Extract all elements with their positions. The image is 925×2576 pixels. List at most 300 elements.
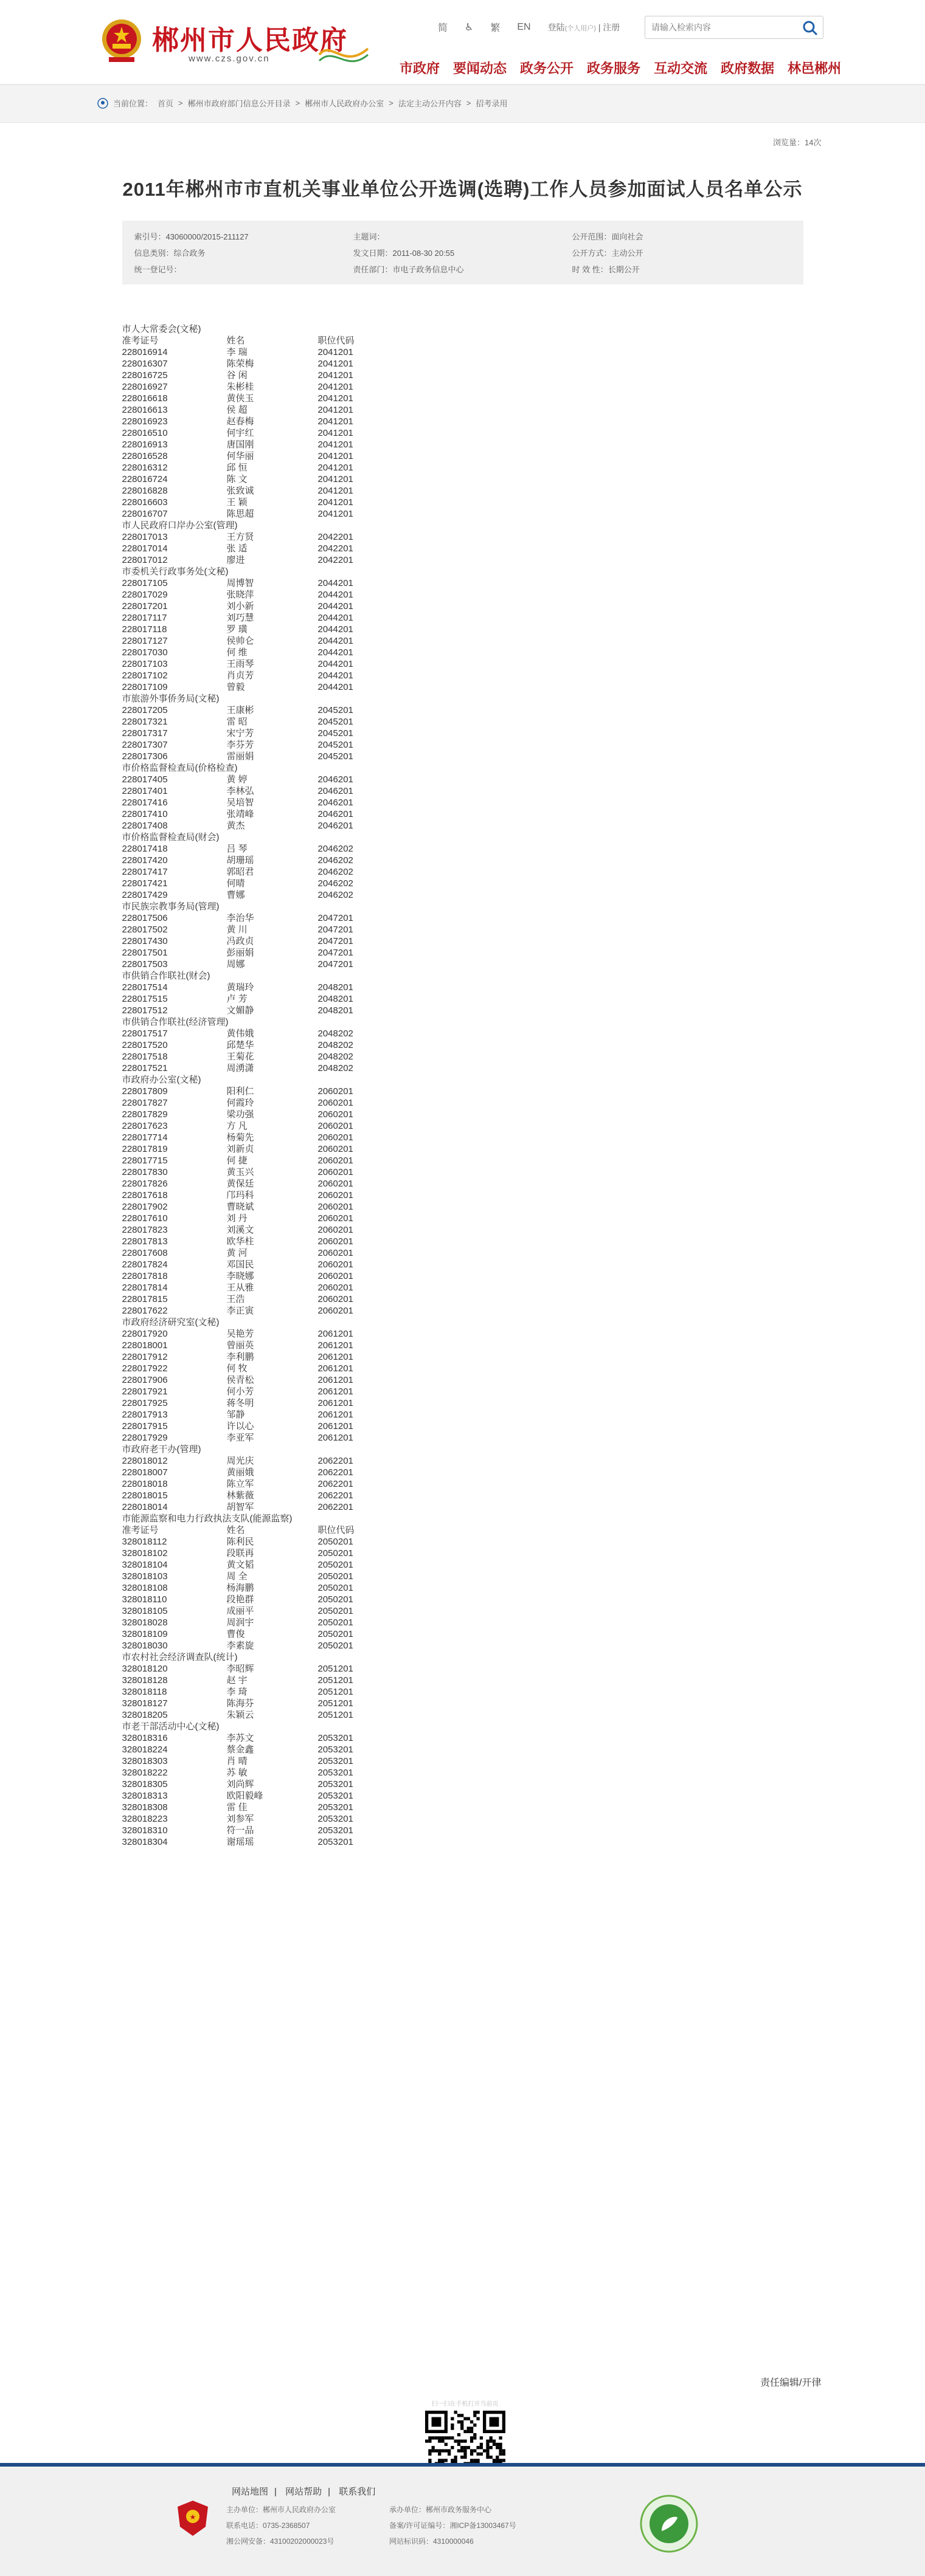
roster-row (122, 1698, 828, 1709)
nav-item-services[interactable]: 政务服务 (587, 61, 641, 76)
candidate-name: 何宇红 (226, 428, 254, 438)
footer-link-sitemap[interactable]: 网站地图 (232, 2487, 269, 2497)
footer-link-help[interactable]: 网站帮助 (285, 2487, 322, 2497)
footer-link-contact[interactable]: 联系我们 (339, 2487, 376, 2497)
candidate-name: 邹静 (226, 1410, 245, 1420)
position-code: 2060201 (317, 1086, 353, 1097)
exam-number: 228017902 (122, 1202, 168, 1212)
position-code: 2048202 (317, 1040, 353, 1050)
roster-row (122, 658, 828, 670)
position-code: 2061201 (317, 1421, 353, 1431)
position-code: 2060201 (317, 1121, 353, 1131)
nav-item-gov-affairs-open[interactable]: 政务公开 (520, 61, 574, 76)
exam-number: 228017818 (122, 1271, 168, 1281)
article-container (98, 123, 828, 2408)
position-code: 2042201 (317, 543, 353, 554)
position-code: 2061201 (317, 1363, 353, 1374)
exam-number: 328018108 (122, 1583, 168, 1593)
exam-number: 228016724 (122, 474, 168, 484)
exam-number: 228017109 (122, 682, 168, 692)
exam-number: 228017520 (122, 1040, 168, 1050)
exam-number: 228016618 (122, 393, 168, 404)
exam-number: 328018112 (122, 1537, 167, 1547)
candidate-name: 李亚军 (226, 1433, 254, 1443)
roster-row (122, 1155, 828, 1166)
exam-number: 228017321 (122, 717, 168, 727)
roster-row (122, 681, 828, 693)
candidate-name: 雷丽娟 (226, 751, 254, 762)
position-code: 2060201 (317, 1259, 353, 1270)
english-link[interactable]: EN (517, 21, 531, 32)
roster-row (122, 704, 828, 716)
position-code: 2041201 (317, 405, 353, 415)
register-link[interactable]: 注册 (603, 22, 620, 32)
candidate-name: 曹俊 (226, 1629, 245, 1639)
position-code: 2046202 (317, 890, 353, 900)
footer-undertaker: 承办单位：郴州市政务服务中心 (389, 2505, 492, 2514)
position-code: 2044201 (317, 578, 353, 588)
roster-row (122, 912, 828, 924)
exam-number: 228018001 (122, 1340, 168, 1351)
roster-row (122, 1744, 828, 1755)
position-code: 2060201 (317, 1132, 353, 1143)
exam-number: 328018304 (122, 1837, 168, 1847)
candidate-name: 谷 闲 (226, 370, 248, 381)
exam-number: 228017915 (122, 1421, 168, 1431)
position-code: 2053201 (317, 1802, 353, 1813)
exam-number: 228016914 (122, 347, 168, 357)
candidate-name: 刘小新 (226, 601, 254, 611)
exam-number: 328018127 (122, 1698, 168, 1709)
section-heading: 市政府老干办(管理) (122, 1444, 201, 1455)
breadcrumb-bar (0, 85, 925, 123)
exam-number: 228016725 (122, 370, 168, 381)
position-code: 2060201 (317, 1236, 353, 1247)
candidate-name: 苏 敏 (226, 1768, 248, 1778)
candidate-name: 黄 婷 (226, 774, 248, 785)
roster-row (122, 1455, 828, 1467)
roster-row (122, 1305, 828, 1317)
section-heading: 市供销合作联社(财会) (122, 971, 210, 981)
breadcrumb-separator: > (466, 98, 471, 108)
breadcrumb-separator: > (295, 98, 300, 108)
candidate-name: 周 全 (226, 1571, 248, 1582)
roster-row (122, 1559, 828, 1571)
login-hint: (个人用户) (564, 24, 596, 32)
exam-number: 328018222 (122, 1768, 168, 1778)
position-code: 2060201 (317, 1144, 353, 1154)
exam-number: 228017030 (122, 647, 168, 658)
position-code: 2060201 (317, 1225, 353, 1235)
candidate-name: 谢瑶瑶 (226, 1837, 254, 1847)
roster-row (122, 1363, 828, 1374)
candidate-name: 黄伟娥 (226, 1028, 254, 1039)
position-code: 2047201 (317, 959, 353, 969)
exam-number: 228017830 (122, 1167, 168, 1177)
position-code: 2050201 (317, 1594, 353, 1605)
roster-row (122, 1825, 828, 1836)
candidate-name: 张靖峰 (226, 809, 254, 819)
exam-number: 228016707 (122, 509, 168, 519)
candidate-name: 廖进 (226, 555, 245, 565)
roster-row (122, 820, 828, 832)
roster-row (122, 1409, 828, 1421)
section-heading: 市政府办公室(文秘) (122, 1075, 201, 1085)
roster-row (122, 1548, 828, 1559)
exam-number: 328018205 (122, 1710, 168, 1720)
party-emblem-icon[interactable] (176, 2499, 209, 2537)
candidate-name: 侯帅仑 (226, 636, 254, 646)
candidate-name: 梁功强 (226, 1109, 254, 1120)
breadcrumb-separator: > (178, 98, 183, 108)
position-code: 2046201 (317, 774, 353, 785)
roster-row (122, 1213, 828, 1224)
candidate-name: 吕 琴 (226, 844, 248, 854)
meta-category: 信息类别：综合政务 (134, 249, 206, 258)
roster-row (122, 855, 828, 866)
candidate-name: 宋宁芳 (226, 728, 254, 739)
position-code: 2041201 (317, 428, 353, 438)
roster-row (122, 439, 828, 450)
exam-number: 328018110 (122, 1594, 167, 1605)
roster-row (122, 427, 828, 439)
exam-number: 228017827 (122, 1098, 168, 1108)
nav-item-news[interactable]: 要闻动态 (453, 61, 507, 76)
breadcrumb-directory[interactable]: 郴州市政府部门信息公开目录 (187, 99, 291, 108)
nav-item-data[interactable]: 政府数据 (721, 61, 775, 76)
accessibility-icon[interactable]: ♿ (465, 22, 474, 33)
candidate-name: 刘参军 (226, 1814, 254, 1824)
roster-row (122, 1282, 828, 1293)
candidate-name: 黄 河 (226, 1248, 248, 1258)
roster-row (122, 1755, 828, 1767)
candidate-name: 邱 恒 (226, 463, 248, 473)
roster-row (122, 1432, 828, 1444)
exam-number: 228017014 (122, 543, 168, 554)
roster-row (122, 1224, 828, 1236)
exam-number: 228017913 (122, 1410, 168, 1420)
position-code: 2061201 (317, 1375, 353, 1385)
roster-row (122, 751, 828, 762)
position-code: 2044201 (317, 590, 353, 600)
position-code: 2046201 (317, 821, 353, 831)
candidate-name: 李林弘 (226, 786, 254, 796)
meta-method: 公开方式：主动公开 (572, 249, 643, 258)
footer-host: 主办单位：郴州市人民政府办公室 (226, 2505, 336, 2514)
exam-number: 228018015 (122, 1490, 168, 1501)
roster-row (122, 1201, 828, 1213)
position-code: 2060201 (317, 1283, 353, 1293)
candidate-name: 文媚静 (226, 1005, 254, 1016)
position-code: 2062201 (317, 1456, 353, 1466)
position-code: 2051201 (317, 1675, 353, 1686)
exam-number: 228017815 (122, 1294, 168, 1304)
exam-number: 228017920 (122, 1329, 168, 1339)
breadcrumb-separator: > (389, 98, 393, 108)
exam-number: 228017127 (122, 636, 168, 646)
nav-item-government[interactable]: 市政府 (400, 61, 440, 76)
roster-row (122, 1709, 828, 1721)
candidate-name: 陈荣梅 (226, 359, 254, 369)
candidate-name: 王浩 (226, 1294, 245, 1304)
exam-number: 228017610 (122, 1213, 168, 1224)
exam-number: 228017503 (122, 959, 168, 969)
candidate-name: 罗 璜 (226, 624, 248, 635)
site-footer (0, 2463, 925, 2576)
roster-row (122, 1767, 828, 1779)
exam-number: 228017408 (122, 821, 168, 831)
candidate-name: 郭昭君 (226, 867, 254, 877)
ribbon-decoration-icon (316, 36, 371, 73)
site-title[interactable]: 郴州市人民政府 (152, 26, 348, 55)
candidate-name: 许以心 (226, 1421, 254, 1431)
roster-row (122, 808, 828, 820)
roster-row (122, 1524, 828, 1536)
login-link[interactable]: 登陆(个人用户) | 注册 (547, 22, 620, 32)
candidate-name: 赵 宇 (226, 1675, 248, 1686)
candidate-name: 陈 文 (226, 474, 248, 484)
candidate-name: 刘巧慧 (226, 613, 254, 623)
position-code: 2046202 (317, 878, 353, 889)
exam-number: 228017925 (122, 1398, 168, 1408)
roster-row (122, 1582, 828, 1594)
section-heading: 市委机关行政事务处(文秘) (122, 567, 229, 577)
candidate-name: 侯 超 (226, 405, 248, 415)
candidate-name: 何 捷 (226, 1155, 248, 1166)
candidate-name: 陈利民 (226, 1537, 254, 1547)
candidate-name: 何晴 (226, 878, 245, 889)
breadcrumb-home[interactable]: 首页 (158, 99, 174, 108)
candidate-name: 黄侠玉 (226, 393, 254, 404)
candidate-name: 张晓萍 (226, 590, 254, 600)
exam-number: 328018305 (122, 1779, 168, 1789)
candidate-name: 周润宇 (226, 1617, 254, 1628)
position-code: 2053201 (317, 1779, 353, 1789)
meta-index: 索引号：43060000/2015-211127 (134, 232, 249, 241)
position-code: 2044201 (317, 613, 353, 623)
roster-row (122, 1628, 828, 1640)
exam-number: 228017420 (122, 855, 168, 866)
exam-number: 228017201 (122, 601, 168, 611)
exam-number: 228016913 (122, 439, 168, 450)
candidate-name: 邓国民 (226, 1259, 254, 1270)
position-code: 2060201 (317, 1109, 353, 1120)
position-code: 2060201 (317, 1306, 353, 1316)
exam-number: 228017401 (122, 786, 168, 796)
section-heading: 市农村社会经济调查队(统计) (122, 1652, 238, 1662)
candidate-name: 周博智 (226, 578, 254, 588)
position-code: 2041201 (317, 370, 353, 381)
roster-row (122, 485, 828, 497)
roster-row (122, 1802, 828, 1813)
exam-number: 228018007 (122, 1467, 168, 1478)
roster-row (122, 1386, 828, 1397)
exam-number: 228017714 (122, 1132, 168, 1143)
roster-row (122, 1836, 828, 1848)
roster-row (122, 1340, 828, 1351)
candidate-name: 李素旋 (226, 1641, 254, 1651)
roster-row (122, 1062, 828, 1074)
roster-row (122, 797, 828, 808)
exam-number: 228017103 (122, 659, 168, 669)
roster-row (122, 543, 828, 554)
position-code: 2050201 (317, 1560, 353, 1570)
exam-number: 328018313 (122, 1791, 168, 1801)
candidate-name: 张致诚 (226, 486, 254, 496)
breadcrumb (97, 97, 507, 109)
exam-number: 228017515 (122, 994, 168, 1004)
traditional-chinese-link[interactable]: 繁 (490, 23, 501, 33)
candidate-name: 欧华柱 (226, 1236, 254, 1247)
roster-row (122, 589, 828, 601)
candidate-name: 阳利仁 (226, 1086, 254, 1097)
candidate-name: 李芬芳 (226, 740, 254, 750)
position-code: 2051201 (317, 1687, 353, 1697)
position-code: 2062201 (317, 1479, 353, 1489)
candidate-name: 刘溪文 (226, 1225, 254, 1235)
candidate-name: 张 适 (226, 543, 248, 554)
candidate-name: 朱彬桂 (226, 382, 254, 392)
breadcrumb-category[interactable]: 法定主动公开内容 (398, 99, 462, 108)
search-icon[interactable] (802, 20, 818, 36)
candidate-name: 卢 芳 (226, 994, 248, 1004)
candidate-name: 黄丽娥 (226, 1467, 254, 1478)
roster-row (122, 1501, 828, 1513)
meta-department: 责任部门：市电子政务信息中心 (353, 265, 464, 274)
candidate-name: 王康彬 (226, 705, 254, 715)
roster-row (122, 1640, 828, 1651)
exam-number: 准考证号 (122, 336, 159, 346)
position-code: 2041201 (317, 497, 353, 508)
position-code: 2041201 (317, 382, 353, 392)
candidate-name: 李利鹏 (226, 1352, 254, 1362)
candidate-name: 成丽平 (226, 1606, 254, 1616)
roster-row (122, 739, 828, 751)
search-input[interactable] (651, 16, 797, 38)
position-code: 2053201 (317, 1744, 353, 1755)
section-heading: 市能源监察和电力行政执法支队(能源监察) (122, 1514, 293, 1524)
exam-number: 228017514 (122, 982, 168, 993)
exam-number: 228017829 (122, 1109, 168, 1120)
footer-site-id: 网站标识码：4310000046 (389, 2537, 474, 2546)
roster-row (122, 531, 828, 543)
meta-reg-no: 统一登记号： (134, 265, 182, 274)
roster-row (122, 1097, 828, 1109)
candidate-name: 陈立军 (226, 1479, 254, 1489)
roster-row (122, 1478, 828, 1490)
position-code: 2048201 (317, 994, 353, 1004)
roster-row (122, 1109, 828, 1120)
candidate-name: 姓名 (226, 1525, 245, 1535)
location-pin-icon (97, 98, 108, 109)
position-code: 2061201 (317, 1386, 353, 1397)
roster-row (122, 404, 828, 416)
site-url: www.czs.gov.cn (189, 53, 270, 64)
exam-number: 准考证号 (122, 1525, 159, 1535)
roster-row (122, 670, 828, 681)
roster-row (122, 993, 828, 1005)
roster-row (122, 1143, 828, 1155)
position-code: 2060201 (317, 1167, 353, 1177)
roster-row (122, 1605, 828, 1617)
roster-row (122, 1779, 828, 1790)
position-code: 2053201 (317, 1733, 353, 1743)
exam-number: 228017105 (122, 578, 168, 588)
roster-row (122, 393, 828, 404)
candidate-name: 蔡金鑫 (226, 1744, 254, 1755)
footer-tel: 联系电话：0735-2368507 (226, 2521, 310, 2530)
roster-row (122, 462, 828, 474)
exam-number: 328018310 (122, 1825, 168, 1836)
candidate-name: 冯政贞 (226, 936, 254, 946)
exam-number: 228018018 (122, 1479, 168, 1489)
exam-number: 228017416 (122, 797, 168, 808)
candidate-name: 陈海芬 (226, 1698, 254, 1709)
exam-number: 228017814 (122, 1283, 168, 1293)
candidate-name: 王雨琴 (226, 659, 254, 669)
roster-row (122, 982, 828, 993)
position-code: 2044201 (317, 659, 353, 669)
meta-keywords: 主题词： (353, 232, 385, 241)
position-code: 2061201 (317, 1433, 353, 1443)
exam-number: 328018303 (122, 1756, 168, 1766)
position-code: 2050201 (317, 1537, 353, 1547)
nav-item-interaction[interactable]: 互动交流 (654, 61, 708, 76)
roster-row (122, 1259, 828, 1270)
position-code: 2046202 (317, 855, 353, 866)
candidate-name: 黄杰 (226, 821, 245, 831)
position-code: 2041201 (317, 416, 353, 427)
candidate-name: 李 琦 (226, 1687, 248, 1697)
candidate-name: 王 颖 (226, 497, 248, 508)
simplified-chinese-link[interactable]: 简 (438, 23, 448, 33)
footer-police-record[interactable]: 湘公网安备：43100202000023号 (226, 2537, 334, 2546)
exam-number: 228017517 (122, 1028, 168, 1039)
roster-row (122, 1790, 828, 1802)
nav-item-linyi-chenzhou[interactable]: 林邑郴州 (788, 61, 842, 76)
breadcrumb-current[interactable]: 招考录用 (476, 99, 508, 108)
footer-icp[interactable]: 备案/许可证编号：湘ICP备13003467号 (389, 2521, 516, 2530)
roster-row (122, 497, 828, 508)
position-code: 2051201 (317, 1698, 353, 1709)
position-code: 职位代码 (317, 336, 355, 346)
exam-number: 228017608 (122, 1248, 168, 1258)
gov-site-badge-icon[interactable] (639, 2493, 699, 2554)
exam-number: 228016923 (122, 416, 168, 427)
roster-row (122, 1813, 828, 1825)
candidate-name: 周湧潇 (226, 1063, 254, 1073)
roster-row (122, 878, 828, 889)
position-code: 职位代码 (317, 1525, 355, 1535)
exam-number: 228017205 (122, 705, 168, 715)
roster-row (122, 647, 828, 658)
visit-count: 浏览量：14次 (773, 138, 822, 147)
roster-row (122, 474, 828, 485)
candidate-name: 杨菊先 (226, 1132, 254, 1143)
section-heading: 市人民政府口岸办公室(管理) (122, 520, 238, 531)
position-code: 2044201 (317, 636, 353, 646)
position-code: 2050201 (317, 1629, 353, 1639)
qr-caption: 扫一扫在手机打开当前页 (431, 2401, 499, 2408)
exam-number: 328018120 (122, 1664, 168, 1674)
position-code: 2048202 (317, 1052, 353, 1062)
position-code: 2045201 (317, 705, 353, 715)
position-code: 2062201 (317, 1490, 353, 1501)
candidate-name: 王方贤 (226, 532, 254, 542)
breadcrumb-office[interactable]: 郴州市人民政府办公室 (305, 99, 384, 108)
roster-row (122, 785, 828, 797)
article-meta (122, 221, 803, 284)
